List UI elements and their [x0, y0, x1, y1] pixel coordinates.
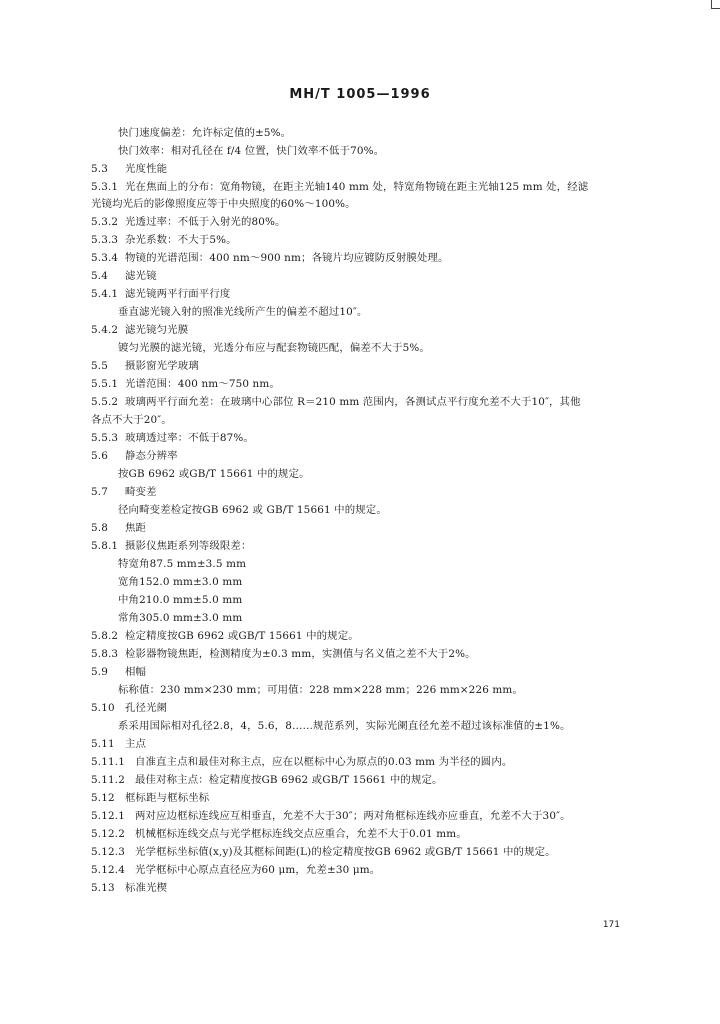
- clause-text: 框标距与框标坐标: [125, 792, 210, 804]
- clause-number: 5.8.3: [91, 648, 119, 660]
- clause-number: 5.5: [91, 360, 108, 372]
- clause-text: 最佳对称主点：检定精度按GB 6962 或GB/T 15661 中的规定。: [135, 774, 443, 786]
- clause-number: 5.3.2: [91, 216, 119, 228]
- clause-line: [91, 431, 254, 445]
- clause-text: 光镜均光后的影像照度应等于中央照度的60%～100%。: [91, 198, 356, 210]
- clause-text: 滤光镜两平行面平行度: [125, 288, 231, 300]
- clause-number: 5.10: [91, 702, 115, 714]
- clause-text: 光透过率：不低于入射光的80%。: [125, 216, 286, 228]
- clause-line: [91, 215, 286, 229]
- clause-text: 镀匀光膜的滤光镜，光透分布应与配套物镜匹配，偏差不大于5%。: [118, 342, 430, 354]
- body-text-line: [118, 341, 430, 355]
- clause-text: 玻璃透过率：不低于87%。: [125, 432, 254, 444]
- clause-number: 5.12.4: [91, 864, 125, 876]
- clause-text: 标称值：230 mm×230 mm；可用值：228 mm×228 mm；226 mm×226 mm。: [118, 684, 523, 696]
- clause-text: 光度性能: [125, 163, 168, 175]
- clause-number: 5.9: [91, 666, 108, 678]
- clause-number: 5.4.1: [91, 288, 119, 300]
- clause-text: 孔径光阑: [125, 702, 168, 714]
- clause-line: [91, 269, 157, 283]
- clause-text: 检定精度按GB 6962 或GB/T 15661 中的规定。: [125, 630, 359, 642]
- clause-number: 5.6: [91, 450, 108, 462]
- clause-number: 5.11: [91, 738, 115, 750]
- clause-text: 自准直主点和最佳对称主点，应在以框标中心为原点的0.03 mm 为半径的圆内。: [135, 756, 513, 768]
- clause-text: 宽角152.0 mm±3.0 mm: [118, 576, 243, 588]
- clause-line: [91, 539, 252, 553]
- clause-text: 焦距: [125, 522, 147, 534]
- clause-line: [91, 180, 588, 194]
- page-number: 171: [602, 920, 620, 930]
- clause-line: [91, 845, 556, 859]
- clause-text: 按GB 6962 或GB/T 15661 中的规定。: [118, 468, 310, 480]
- body-text-line: [118, 593, 242, 607]
- clause-text: 机械框标连线交点与光学框标连线交点应重合，允差不大于0.01 mm。: [135, 828, 467, 840]
- clause-line: [91, 701, 167, 715]
- clause-line: [91, 233, 237, 247]
- clause-text: 两对应边框标连线应互相垂直，允差不大于30″；两对角框标连线亦应垂直，允差不大于30″。: [135, 810, 571, 822]
- clause-number: 5.12.2: [91, 828, 125, 840]
- body-text-line: [118, 305, 367, 319]
- clause-number: 5.7: [91, 486, 108, 498]
- body-text-line: [118, 126, 291, 140]
- clause-text: 垂直滤光镜入射的照准光线所产生的偏差不超过10″。: [118, 306, 368, 318]
- clause-number: 5.13: [91, 882, 115, 894]
- clause-text: 径向畸变差检定按GB 6962 或 GB/T 15661 中的规定。: [118, 504, 387, 516]
- clause-text: 中角210.0 mm±5.0 mm: [118, 594, 243, 606]
- clause-text: 相幅: [125, 666, 147, 678]
- clause-line: [91, 629, 359, 643]
- clause-text: 滤光镜: [125, 270, 157, 282]
- clause-text: 快门效率：相对孔径在 f/4 位置，快门效率不低于70%。: [118, 145, 385, 157]
- clause-line: [91, 827, 467, 841]
- clause-line: [91, 665, 146, 679]
- clause-line: [91, 521, 146, 535]
- clause-line: [91, 287, 230, 301]
- clause-number: 5.8.1: [91, 540, 119, 552]
- clause-line: [91, 395, 581, 409]
- clause-line: [91, 647, 476, 661]
- clause-number: 5.5.3: [91, 432, 119, 444]
- clause-text: 常角305.0 mm±3.0 mm: [118, 612, 243, 624]
- clause-text: 主点: [125, 738, 147, 750]
- clause-text: 畸变差: [125, 486, 157, 498]
- clause-text: 各点不大于20″。: [91, 414, 172, 426]
- clause-line: [91, 791, 209, 805]
- body-text-line: [118, 557, 246, 571]
- clause-text: 光谱范围：400 nm～750 nm。: [125, 378, 280, 390]
- clause-line: [91, 323, 188, 337]
- clause-text: 光学框标坐标值(x,y)及其框标间距(L)的检定精度按GB 6962 或GB/T 15661 中的规定。: [135, 846, 556, 858]
- body-text-line: [118, 683, 523, 697]
- body-text-line: [118, 467, 310, 481]
- clause-number: 5.5.1: [91, 378, 119, 390]
- clause-number: 5.12: [91, 792, 115, 804]
- clause-text: 标准光楔: [125, 882, 168, 894]
- clause-number: 5.12.1: [91, 810, 125, 822]
- body-text-line: [118, 719, 571, 733]
- clause-text: 特宽角87.5 mm±3.5 mm: [118, 558, 247, 570]
- clause-line: [91, 162, 167, 176]
- clause-text: 快门速度偏差：允许标定值的±5%。: [118, 127, 292, 139]
- clause-number: 5.8: [91, 522, 108, 534]
- clause-number: 5.3: [91, 163, 108, 175]
- clause-line: [91, 881, 167, 895]
- clause-line: [91, 359, 199, 373]
- clause-line: [91, 755, 512, 769]
- clause-text: 物镜的光谱范围：400 nm～900 nm；各镜片均应镀防反射膜处理。: [125, 252, 449, 264]
- clause-number: 5.3.1: [91, 181, 119, 193]
- clause-line: [91, 773, 443, 787]
- clause-line: [91, 377, 280, 391]
- page-header-standard-number: MH/T 1005—1996: [289, 87, 431, 102]
- clause-number: 5.3.3: [91, 234, 119, 246]
- clause-line: [91, 737, 146, 751]
- clause-number: 5.3.4: [91, 252, 119, 264]
- body-text-line: [118, 575, 242, 589]
- clause-line: [91, 809, 571, 823]
- clause-text: 静态分辨率: [125, 450, 178, 462]
- clause-text: 光学框标中心原点直径应为60 μm，允差±30 μm。: [135, 864, 381, 876]
- clause-line: [91, 449, 178, 463]
- clause-number: 5.8.2: [91, 630, 119, 642]
- clause-text: 系采用国际相对孔径2.8，4，5.6，8……规范系列，实际光阑直径允差不超过该标准值的±1%。: [118, 720, 571, 732]
- clause-number: 5.11.2: [91, 774, 125, 786]
- clause-text: 玻璃两平行面允差：在玻璃中心部位 R＝210 mm 范围内，各测试点平行度允差不大于10″，其他: [125, 396, 581, 408]
- clause-line: [91, 485, 157, 499]
- clause-text: 摄影仪焦距系列等级限差：: [125, 540, 252, 552]
- clause-number: 5.4.2: [91, 324, 119, 336]
- clause-text: 杂光系数：不大于5%。: [125, 234, 237, 246]
- body-text-line: [91, 413, 172, 427]
- clause-text: 检影器物镜焦距，检测精度为±0.3 mm，实测值与名义值之差不大于2%。: [125, 648, 476, 660]
- clause-text: 摄影窗光学玻璃: [125, 360, 199, 372]
- clause-number: 5.12.3: [91, 846, 125, 858]
- clause-line: [91, 251, 449, 265]
- clause-number: 5.11.1: [91, 756, 125, 768]
- clause-line: [91, 863, 380, 877]
- clause-number: 5.5.2: [91, 396, 119, 408]
- clause-text: 滤光镜匀光膜: [125, 324, 189, 336]
- body-text-line: [118, 611, 242, 625]
- clause-number: 5.4: [91, 270, 108, 282]
- clause-text: 光在焦面上的分布：宽角物镜，在距主光轴140 mm 处，特宽角物镜在距主光轴125 mm 处，经滤: [125, 181, 589, 193]
- body-text-line: [91, 197, 356, 211]
- body-text-line: [118, 503, 387, 517]
- body-text-line: [118, 144, 384, 158]
- scan-corner-mark: [711, 0, 720, 9]
